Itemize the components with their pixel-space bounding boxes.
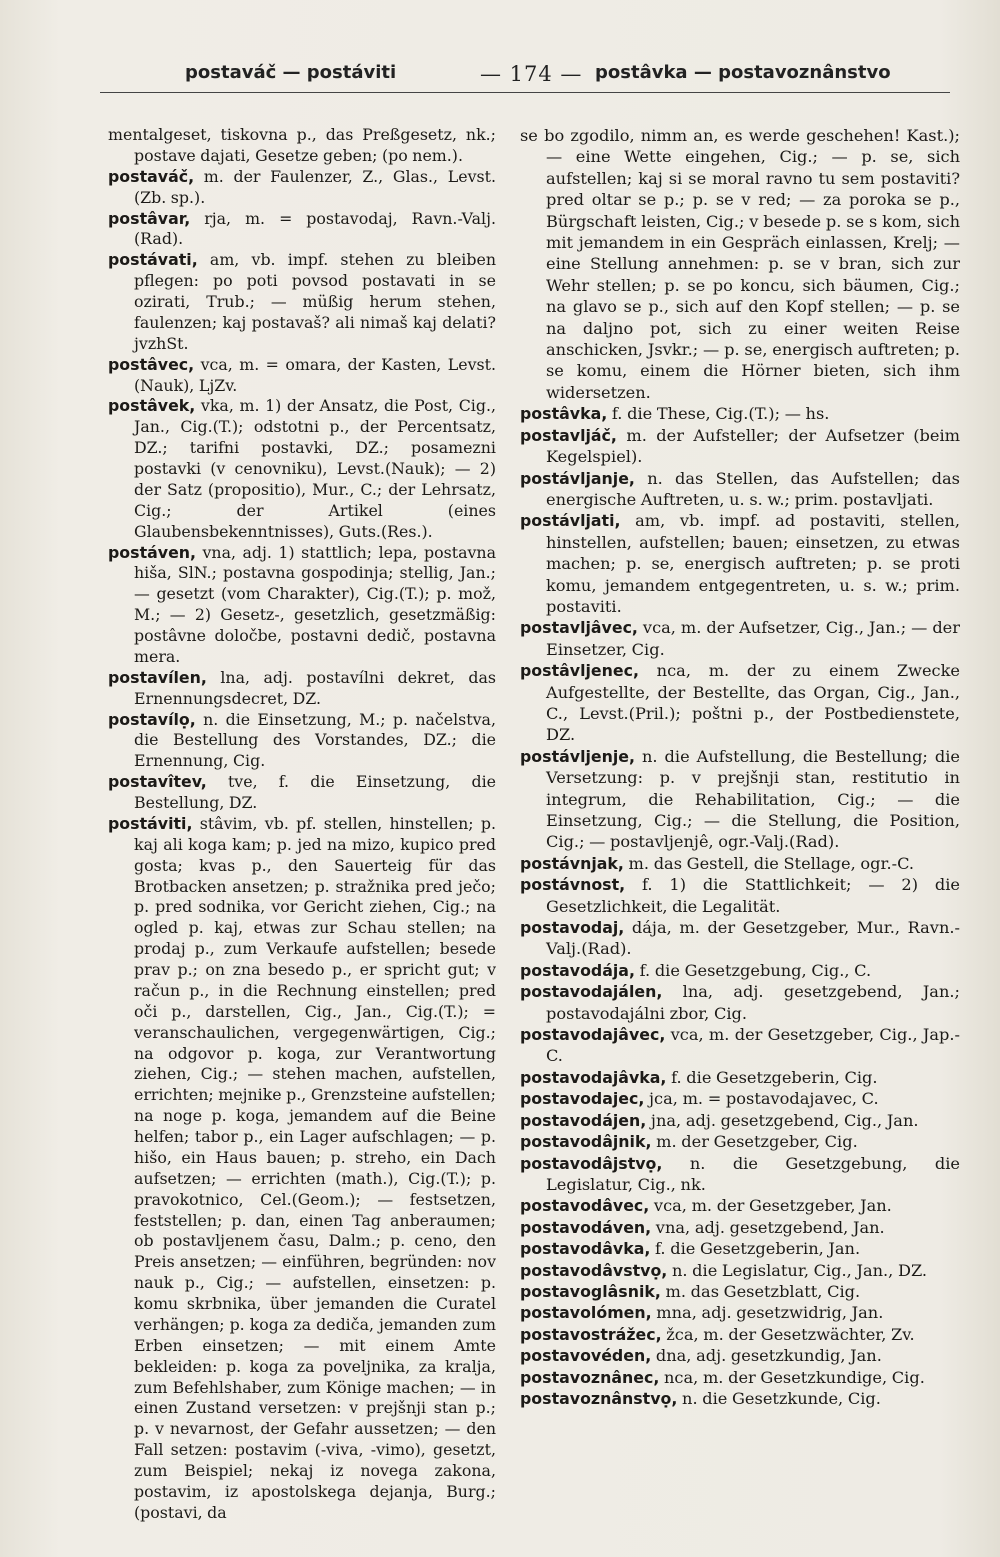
entry-headword: postavodajec, bbox=[520, 1089, 645, 1109]
entry-headword: postavílọ, bbox=[108, 709, 196, 729]
right-column bbox=[520, 125, 960, 1409]
entry-headword: postavodaj, bbox=[520, 918, 625, 938]
dictionary-entry bbox=[520, 1281, 960, 1302]
dictionary-entry bbox=[108, 250, 496, 354]
entry-definition: mentalgeset, tiskovna p., das Preßgesetz, nk.; postave dajati, Gesetze geben; (po nem.). bbox=[108, 125, 496, 165]
dictionary-entry bbox=[520, 125, 960, 403]
dictionary-entry bbox=[108, 710, 496, 773]
entry-definition: vna, adj. 1) stattlich; lepa, postavna hiša, SlN.; postavna gospodinja; stellig, Jan.; — gesetzt (vom Charakter), Cig.(T.); p. mož, M.; — 2) Gesetz-, gesetzlich, gesetzmäßig: postâvne določbe, postavni dedič, postavna mera. bbox=[134, 542, 496, 666]
dictionary-entry bbox=[520, 1302, 960, 1323]
dictionary-entry bbox=[520, 1260, 960, 1281]
entry-headword: postavodáven, bbox=[520, 1217, 652, 1237]
entry-headword: postavílen, bbox=[108, 667, 207, 687]
entry-headword: postávljenje, bbox=[520, 746, 635, 766]
entry-headword: postavljáč, bbox=[520, 425, 617, 445]
header-right-guideword: postâvka — postavoznânstvo bbox=[595, 62, 891, 83]
entry-headword: postavostrážec, bbox=[520, 1324, 662, 1344]
entry-headword: postavoglâsnik, bbox=[520, 1281, 661, 1301]
entry-definition: vca, m. = omara, der Kasten, Levst. (Nauk), LjZv. bbox=[134, 354, 496, 395]
dictionary-entry bbox=[520, 660, 960, 746]
entry-definition: f. 1) die Stattlichkeit; — 2) die Gesetzlichkeit, die Legalität. bbox=[546, 875, 960, 916]
entry-headword: postavodajálen, bbox=[520, 982, 663, 1002]
entry-headword: postavodâvka, bbox=[520, 1239, 651, 1259]
dictionary-entry bbox=[520, 1217, 960, 1238]
entry-definition: nca, m. der Gesetzkundige, Cig. bbox=[659, 1367, 925, 1387]
entry-headword: postávati, bbox=[108, 250, 198, 270]
dictionary-entry bbox=[520, 1088, 960, 1109]
entry-definition: lna, adj. postavílni dekret, das Ernennungsdecret, DZ. bbox=[134, 667, 496, 708]
page-header bbox=[105, 58, 950, 88]
entry-headword: postavodâjstvọ, bbox=[520, 1153, 663, 1173]
entry-definition: am, vb. impf. ad postaviti, stellen, hinstellen, aufstellen; bauen; einsetzen, zu etwas machen; p. se, energisch auftreten; p. se proti komu, jemandem entgegentreten, u. s. w.; prim. postaviti. bbox=[546, 511, 960, 616]
entry-definition: vna, adj. gesetzgebend, Jan. bbox=[651, 1217, 885, 1237]
entry-headword: postávljati, bbox=[520, 511, 621, 531]
dictionary-entry bbox=[520, 1024, 960, 1067]
dictionary-entry bbox=[520, 960, 960, 981]
entry-definition: rja, m. = postavodaj, Ravn.-Valj. (Rad). bbox=[134, 208, 496, 249]
entry-definition: f. die These, Cig.(T.); — hs. bbox=[607, 404, 830, 424]
entry-headword: postavodâjnik, bbox=[520, 1132, 652, 1152]
entry-headword: postavodája, bbox=[520, 960, 635, 980]
entry-headword: postávnost, bbox=[520, 875, 626, 895]
dictionary-entry bbox=[520, 468, 960, 511]
entry-headword: postavodâvstvọ, bbox=[520, 1260, 668, 1280]
dictionary-entry bbox=[108, 814, 496, 1524]
entry-definition: n. das Stellen, das Aufstellen; das energische Auftreten, u. s. w.; prim. postavljati. bbox=[546, 468, 960, 509]
entry-headword: postáviti, bbox=[108, 813, 193, 833]
entry-definition: dája, m. der Gesetzgeber, Mur., Ravn.-Valj.(Rad). bbox=[546, 918, 960, 959]
dictionary-entry bbox=[520, 1388, 960, 1409]
entry-definition: lna, adj. gesetzgebend, Jan.; postavodajálni zbor, Cig. bbox=[546, 982, 960, 1023]
entry-definition: m. der Faulenzer, Z., Glas., Levst. (Zb. sp.). bbox=[134, 166, 496, 207]
entry-definition: mna, adj. gesetzwidrig, Jan. bbox=[651, 1303, 884, 1323]
entry-headword: postâvar, bbox=[108, 208, 191, 228]
entry-definition: m. der Gesetzgeber, Cig. bbox=[651, 1132, 858, 1152]
entry-headword: postavodajâvec, bbox=[520, 1025, 666, 1045]
entry-definition: dna, adj. gesetzkundig, Jan. bbox=[651, 1346, 882, 1366]
entry-headword: postávljanje, bbox=[520, 468, 635, 488]
entry-headword: postavîtev, bbox=[108, 772, 207, 792]
dictionary-entry bbox=[520, 403, 960, 424]
dictionary-entry bbox=[108, 125, 496, 167]
entry-definition: vca, m. der Gesetzgeber, Jan. bbox=[649, 1196, 892, 1216]
dictionary-entry bbox=[520, 1131, 960, 1152]
entry-definition: n. die Gesetzkunde, Cig. bbox=[677, 1388, 881, 1408]
entry-headword: postavolómen, bbox=[520, 1303, 652, 1323]
dictionary-entry bbox=[520, 510, 960, 617]
dictionary-entry bbox=[520, 1367, 960, 1388]
entry-definition: jca, m. = postavodajavec, C. bbox=[644, 1089, 879, 1109]
entry-headword: postâvljenec, bbox=[520, 661, 639, 681]
entry-headword: postáven, bbox=[108, 542, 197, 562]
entry-headword: postavovéden, bbox=[520, 1346, 652, 1366]
entry-definition: f. die Gesetzgebung, Cig., C. bbox=[634, 960, 872, 980]
dictionary-entry bbox=[108, 355, 496, 397]
entry-headword: postavoznânstvọ, bbox=[520, 1388, 678, 1408]
entry-definition: n. die Gesetzgebung, die Legislatur, Cig., nk. bbox=[546, 1153, 960, 1194]
dictionary-entry bbox=[520, 746, 960, 853]
dictionary-entry bbox=[108, 543, 496, 668]
dictionary-entry bbox=[108, 209, 496, 251]
header-left-guideword: postaváč — postáviti bbox=[185, 62, 397, 83]
entry-headword: postâvka, bbox=[520, 404, 608, 424]
entry-definition: f. die Gesetzgeberin, Cig. bbox=[666, 1067, 878, 1087]
entry-definition: tve, f. die Einsetzung, die Bestellung, DZ. bbox=[134, 772, 496, 812]
dictionary-entry bbox=[520, 1067, 960, 1088]
entry-definition: žca, m. der Gesetzwächter, Zv. bbox=[661, 1324, 915, 1344]
entry-headword: postavodâvec, bbox=[520, 1196, 650, 1216]
entry-definition: n. die Aufstellung, die Bestellung; die Versetzung: p. v prejšnji stan, restitutio in integrum, die Rehabilitation, Cig.; — die Einsetzung, Cig.; — die Stellung, die Position, Cig.; — postavljenjê, ogr.-Valj.(Rad). bbox=[546, 746, 960, 852]
entry-definition: jna, adj. gesetzgebend, Cig., Jan. bbox=[646, 1110, 919, 1130]
entry-definition: nca, m. der zu einem Zwecke Aufgestellte, der Bestellte, das Organ, Cig., Jan., C., Levst.(Pril.); poštni p., der Postbedienstete, DZ. bbox=[546, 661, 960, 745]
entry-headword: postaváč, bbox=[108, 166, 195, 186]
dictionary-entry bbox=[520, 853, 960, 874]
dictionary-entry bbox=[520, 874, 960, 917]
entry-definition: m. das Gestell, die Stellage, ogr.-C. bbox=[623, 853, 915, 873]
dictionary-entry bbox=[520, 617, 960, 660]
entry-definition: vca, m. der Aufsetzer, Cig., Jan.; — der Einsetzer, Cig. bbox=[546, 618, 960, 659]
dictionary-entry bbox=[520, 1345, 960, 1366]
entry-headword: postavodajâvka, bbox=[520, 1067, 667, 1087]
entry-definition: am, vb. impf. stehen zu bleiben pflegen: po poti povsod postavati in se ozirati, Trub.; — müßig herum stehen, faulenzen; kaj postavaš? ali nimaš kaj delati? jvzhSt. bbox=[134, 250, 496, 353]
entry-headword: postavljâvec, bbox=[520, 618, 638, 638]
dictionary-entry bbox=[520, 1195, 960, 1216]
dictionary-entry bbox=[520, 1153, 960, 1196]
dictionary-entry bbox=[520, 425, 960, 468]
dictionary-entry bbox=[108, 396, 496, 542]
dictionary-entry bbox=[520, 1324, 960, 1345]
entry-definition: vca, m. der Gesetzgeber, Cig., Jap.-C. bbox=[546, 1025, 960, 1066]
entry-definition: n. die Legislatur, Cig., Jan., DZ. bbox=[667, 1260, 928, 1280]
entry-headword: postavodájen, bbox=[520, 1110, 647, 1130]
page-number: — 174 — bbox=[480, 62, 583, 86]
entry-headword: postâvec, bbox=[108, 354, 195, 374]
entry-definition: vka, m. 1) der Ansatz, die Post, Cig., Jan., Cig.(T.); odstotni p., der Percentsatz, DZ.; tarifni postavki, DZ.; posamezni postavki (v cenovniku), Levst.(Nauk); — 2) der Satz (propositio), Mur., C.; der Lehrsatz, Cig.; der Artikel (eines Glaubensbekenntnisses), Guts.(Res.). bbox=[134, 396, 496, 541]
dictionary-entry bbox=[108, 167, 496, 209]
entry-definition: f. die Gesetzgeberin, Jan. bbox=[650, 1239, 861, 1259]
entry-definition: stâvim, vb. pf. stellen, hinstellen; p. kaj ali koga kam; p. jed na mizo, kupico pred gosta; kvas p., den Sauerteig für das Brotbacken ansetzen; p. stražnika pred ječo; p. pred sodnika, vor Gericht ziehen, Cig.; na ogled p. kaj, etwas zur Schau stellen; na prodaj p., zum Verkaufe aufstellen; besede prav p.; on zna besedo p., er spricht gut; v račun p., in die Rechnung einstellen; pred oči p., darstellen, Cig., Jan., Cig.(T.); = veranschaulichen, vergegenwärtigen, Cig.; na odgovor p. koga, zur Verantwortung ziehen, Cig.; — stehen machen, aufstellen, errichten; mejnike p., Grenzsteine aufstellen; na noge p. koga, jemandem auf die Beine helfen; tabor p., ein Lager aufschlagen; — p. hišo, ein Haus bauen; p. streho, ein Dach aufsetzen; — errichten (math.), Cig.(T.); p. pravokotnico, Cel.(Geom.); — festsetzen, feststellen; p. dan, einen Tag anberaumen; ob postavljenem času, Dalm.; p. ceno, den Preis ansetzen; — einführen, begründen: nov nauk p., Cig.; — aufstellen, einsetzen: p. komu skrbnika, über jemanden die Curatel verhängen; p. koga za dediča, jemanden zum Erben einsetzen; — mit einem Amte bekleiden: p. koga za poveljnika, za kralja, zum Befehlshaber, zum Könige machen; — in einen Zustand versetzen: v prejšnji stan p.; p. v nevarnost, der Gefahr aussetzen; — den Fall setzen: postavim (-viva, -vimo), gesetzt, zum Beispiel; nekaj iz novega zakona, postavim, iz apostolskega dejanja, Burg.; (postavi, da bbox=[134, 813, 496, 1522]
dictionary-entry bbox=[520, 981, 960, 1024]
entry-definition: se bo zgodilo, nimm an, es werde geschehen! Kast.); — eine Wette eingehen, Cig.; — p. se, sich aufstellen; kaj si se moral ravno tu sem postaviti? pred oltar se p.; p. se v red; — za poroka se p., Bürgschaft leisten, Cig.; v besede p. se s kom, sich mit jemandem in ein Gespräch einlassen, Krelj; — eine Stellung annehmen: p. se v bran, sich zur Wehr stellen; p. se po koncu, sich bäumen, Cig.; na glavo se p., sich auf den Kopf stellen; — p. se na daljno pot, sich zu einer weiten Reise anschicken, Jsvkr.; — p. se, energisch auftreten; p. se komu, einem die Hörner bieten, sich ihm widersetzen. bbox=[520, 126, 960, 402]
left-column bbox=[108, 125, 496, 1524]
dictionary-entry bbox=[520, 917, 960, 960]
dictionary-entry bbox=[108, 668, 496, 710]
dictionary-entry bbox=[520, 1110, 960, 1131]
entry-definition: m. der Aufsteller; der Aufsetzer (beim Kegelspiel). bbox=[546, 425, 960, 467]
entry-headword: postâvek, bbox=[108, 396, 196, 416]
entry-definition: m. das Gesetzblatt, Cig. bbox=[660, 1281, 861, 1301]
entry-definition: n. die Einsetzung, M.; p. načelstva, die Bestellung des Vorstandes, DZ.; die Ernennung, Cig. bbox=[134, 709, 496, 771]
header-rule bbox=[100, 92, 950, 93]
entry-headword: postavoznânec, bbox=[520, 1367, 660, 1387]
dictionary-entry bbox=[108, 772, 496, 814]
dictionary-entry bbox=[520, 1238, 960, 1259]
entry-headword: postávnjak, bbox=[520, 853, 624, 873]
